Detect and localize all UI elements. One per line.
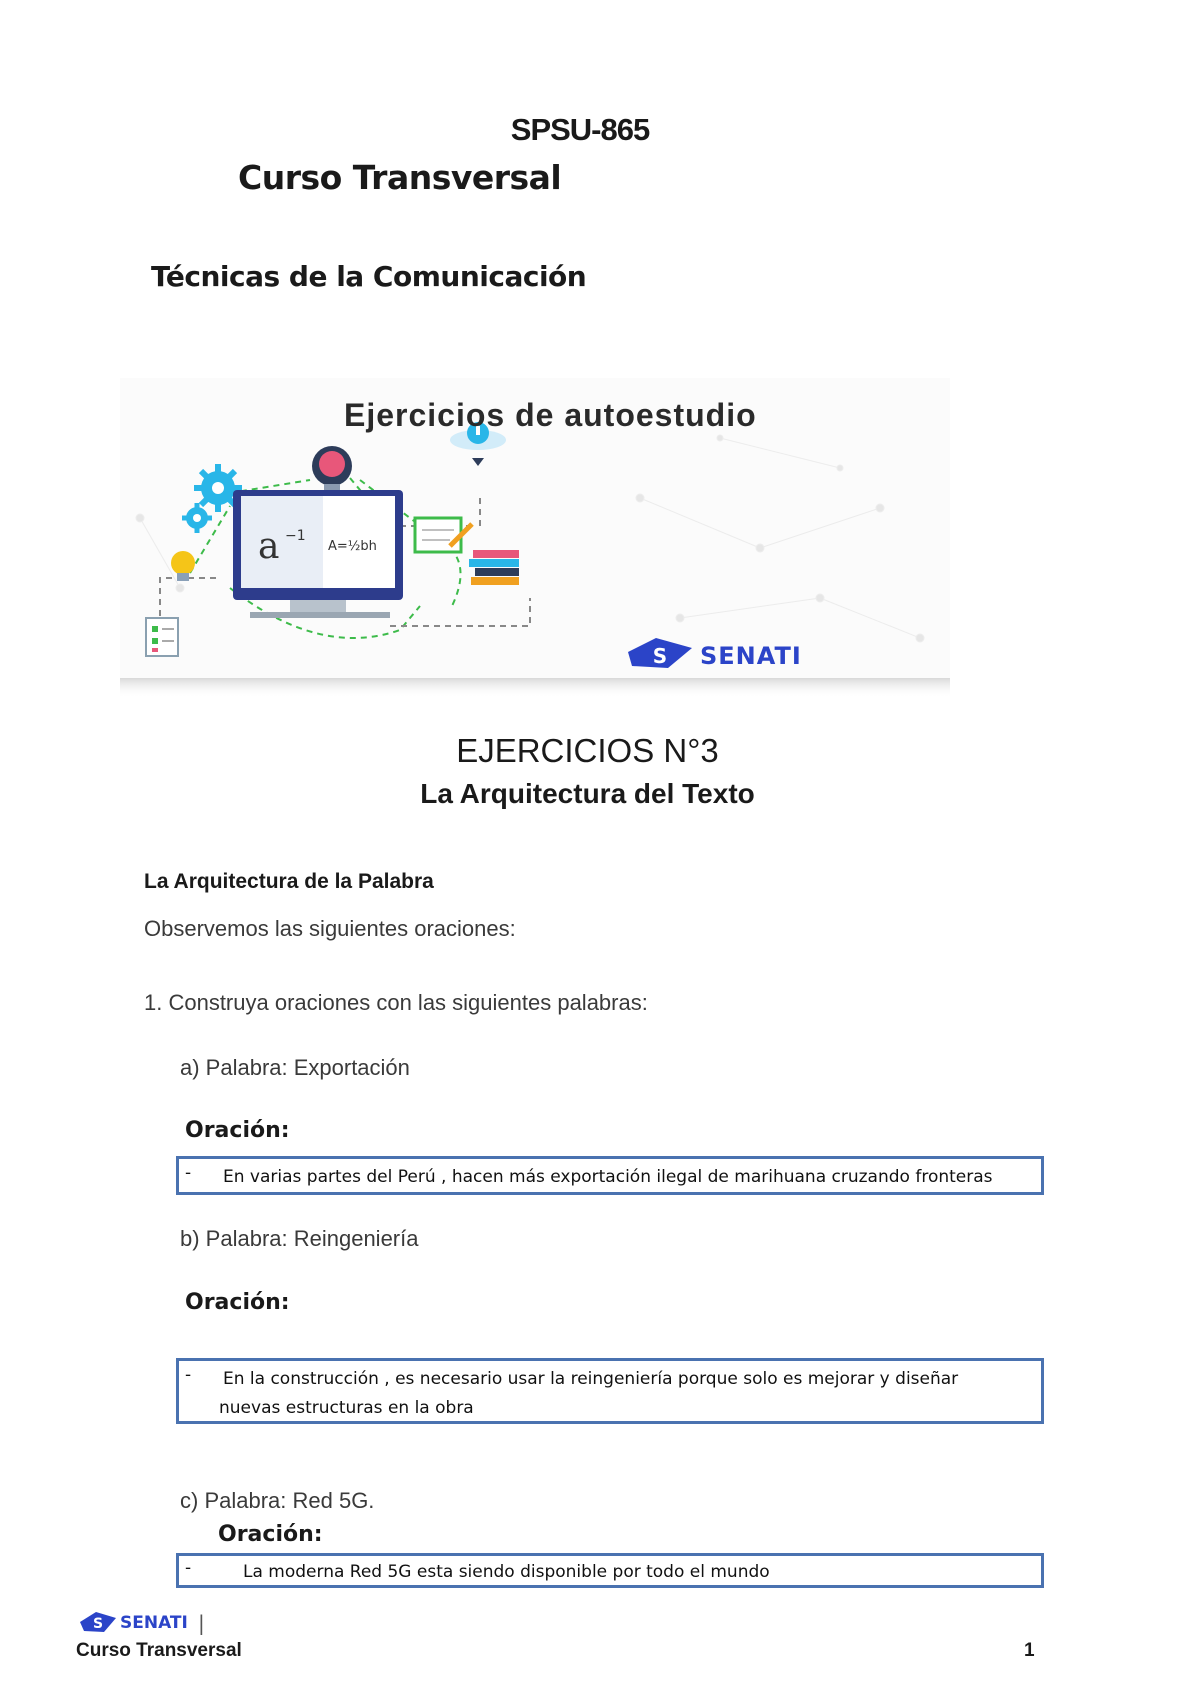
- senati-logo: [628, 638, 802, 670]
- course-title: Curso Transversal: [238, 158, 562, 197]
- item-a-answer-box[interactable]: [176, 1156, 1044, 1195]
- item-b-answer-box[interactable]: [176, 1358, 1044, 1424]
- footer-course: Curso Transversal: [76, 1640, 242, 1661]
- svg-text:S: S: [92, 1616, 104, 1632]
- item-b-oracion-label: Oración:: [185, 1290, 290, 1315]
- item-a-oracion-label: Oración:: [185, 1118, 290, 1143]
- item-b-answer-line1: En la construcción , es necesario usar la reingeniería porque solo es mejorar y diseñar: [223, 1369, 959, 1389]
- document-code: SPSU-865: [510, 112, 650, 147]
- item-c-label: c) Palabra: Red 5G.: [180, 1488, 375, 1513]
- section-intro: Observemos las siguientes oraciones:: [144, 916, 516, 941]
- svg-text:−1: −1: [285, 528, 306, 544]
- footer-senati-wordmark: SENATI: [120, 1613, 188, 1633]
- section-title: La Arquitectura de la Palabra: [144, 870, 434, 893]
- footer-brand: [76, 1606, 206, 1641]
- banner-title: Ejercicios de autoestudio: [344, 397, 757, 433]
- banner-illustration: [120, 378, 950, 698]
- item-c-oracion-label: Oración:: [218, 1522, 323, 1547]
- checklist-icon: [146, 618, 178, 656]
- autoestudio-banner: [120, 378, 950, 698]
- answer-dash: -: [185, 1163, 192, 1183]
- footer-separator: |: [198, 1611, 205, 1635]
- footer-senati-logo: [76, 1606, 206, 1636]
- item-b-label: b) Palabra: Reingeniería: [180, 1226, 419, 1251]
- exercise-subtitle: La Arquitectura del Texto: [420, 778, 755, 809]
- item-a-label: a) Palabra: Exportación: [180, 1055, 410, 1080]
- question-1: 1. Construya oraciones con las siguientes palabras:: [144, 990, 648, 1015]
- monitor-icon: [233, 490, 403, 618]
- page-number: 1: [1024, 1640, 1035, 1661]
- svg-text:A=½bh: A=½bh: [328, 539, 377, 554]
- exercise-title: EJERCICIOS N°3: [456, 732, 719, 769]
- svg-text:S: S: [652, 644, 668, 668]
- answer-dash: -: [185, 1365, 192, 1385]
- item-b-answer-line2: nuevas estructuras en la obra: [219, 1398, 474, 1418]
- item-c-answer: La moderna Red 5G esta siendo disponible por todo el mundo: [243, 1562, 770, 1582]
- answer-dash: -: [185, 1558, 192, 1578]
- banner-shadow: [120, 678, 950, 698]
- senati-wordmark: SENATI: [700, 642, 802, 670]
- subject-title: Técnicas de la Comunicación: [151, 260, 587, 293]
- item-c-answer-box[interactable]: [176, 1553, 1044, 1588]
- svg-text:a: a: [258, 526, 280, 567]
- item-a-answer: En varias partes del Perú , hacen más exportación ilegal de marihuana cruzando fronteras: [223, 1167, 993, 1187]
